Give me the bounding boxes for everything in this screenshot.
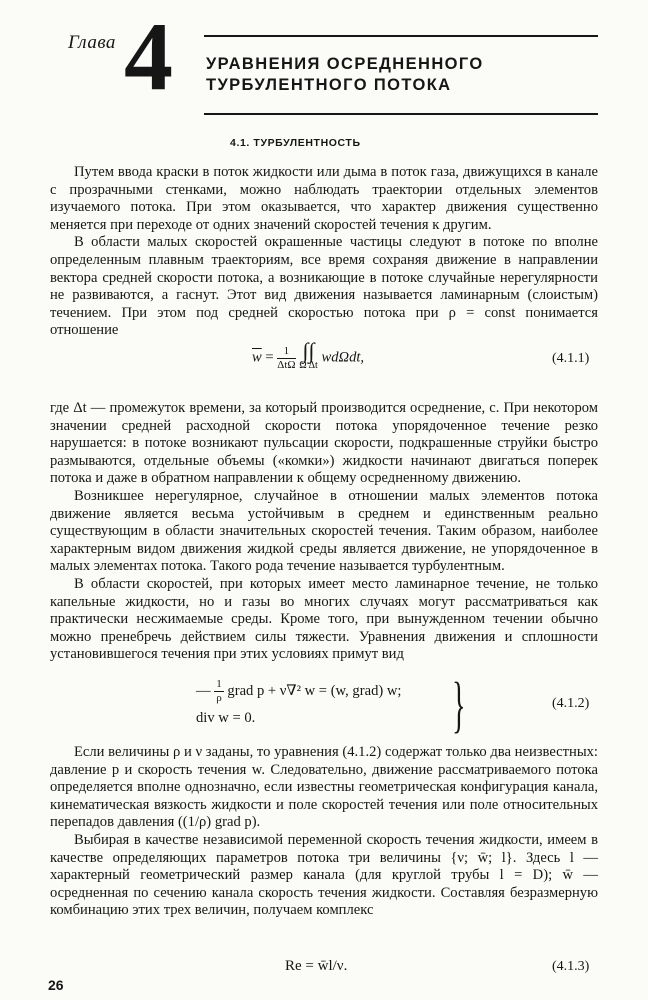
equation-4-1-3: Re = w̄l/ν. — [285, 958, 348, 974]
text-block-2 — [50, 400, 598, 664]
equation-4-1-1: $\overline{w}$ = $\frac{1}{\text{ΔtΩ}}$ ∫∫ Ω Δt wdΩdt, — [252, 338, 365, 371]
title-rule-top — [204, 35, 598, 37]
eq1-numerator: 1 — [277, 345, 295, 359]
paragraph-4: Возникшее нерегулярное, случайное в отношении малых элементов потока движение является весьма устойчивым в среднем и единственным реально существующим в области значительных скоростей течения. Таким образом, наиболее характерным видом движения жидкой среды является движение, не упорядоченное в малых элементах потока. Такого рода течение называется турбулентным. — [50, 487, 598, 575]
equation-number-4-1-3: (4.1.3) — [552, 959, 590, 974]
chapter-number: 4 — [124, 3, 173, 111]
paragraph-5: В области скоростей, при которых имеет место ламинарное течение, не только капельные жидкости, но и газы во многих случаях могут рассматриваться как практически несжимаемые среды. Кроме того, при вынужденном течении обычно можно пренебречь действием силы тяжести. Уравнения движения и сплошности установившегося течения при этих условиях примут вид — [50, 575, 598, 663]
eq2-line-1 — [196, 678, 401, 705]
eq1-body: wdΩdt, — [321, 349, 365, 366]
paragraph-6: Если величины ρ и ν заданы, то уравнения (4.1.2) содержат только два неизвестных: давление p и скорость течения w. Следовательно, движение рассматриваемого потока определяется вполне однозначно, если известны геометрическая конфигурация канала, кинематическая вязкость жидкости и поле скоростей течения или поле относительных перепадов давления ((1/ρ) grad p). — [50, 744, 598, 831]
eq2-denominator: ρ — [216, 692, 222, 705]
eq2-numerator: 1 — [216, 678, 222, 691]
eq1-integral-group — [299, 338, 318, 373]
eq2-minus: — — [196, 683, 211, 699]
eq2-brace: } — [452, 671, 466, 739]
equation-number-4-1-2: (4.1.2) — [552, 696, 590, 711]
eq2-line-2: div w = 0. — [196, 710, 256, 727]
eq1-denominator: ΔtΩ — [277, 358, 296, 371]
text-block-3 — [50, 744, 598, 920]
section-heading: 4.1. ТУРБУЛЕНТНОСТЬ — [230, 137, 361, 149]
eq2-line-1-body: grad p + ν∇² w = (w, grad) w; — [227, 683, 402, 699]
paragraph-3: где Δt — промежуток времени, за который производится осреднение, с. При некотором значении средней расходной скорости потока упорядоченное течение резко нарушается: в потоке возникают пульсации скорости, подкрашенные струйки быстро размываются, отдельные объемы («комки») жидкости начинают двигаться поперек потока и даже в обратном направлении к общему осредненному движению. — [50, 400, 598, 487]
eq1-fraction — [277, 345, 295, 372]
paragraph-1: Путем ввода краски в поток жидкости или дыма в поток газа, движущихся в канале с прозрачными стенками, можно наблюдать траектории отдельных элементов изучаемого потока. При этом оказывается, что характер движения существенно меняется при переходе от одних значений скоростей течения к другим. — [50, 164, 598, 233]
title-rule-bottom — [204, 113, 598, 115]
chapter-title — [206, 54, 596, 96]
eq1-integral: ∫∫ — [302, 338, 315, 363]
chapter-title-line-2: ТУРБУЛЕНТНОГО ПОТОКА — [206, 76, 452, 94]
paragraph-2: В области малых скоростей окрашенные частицы следуют в потоке по вполне определенным плавным траекториям, все время сохраняя движение в направлении вектора средней скорости потока, а возникающие в потоке случайные нерегулярности не развиваются, а гаснут. Этот вид движения называется ламинарным (слоистым) течением. При этом под средней скоростью потока при ρ = const понимается отношение — [50, 234, 598, 339]
chapter-label: Глава — [68, 32, 116, 53]
equation-4-1-2 — [196, 678, 401, 731]
paragraph-7: Выбирая в качестве независимой переменной скорость течения жидкости, имеем в качестве определяющих параметров потока три величины {ν; w̄; l}. Здесь l — характерный геометрический размер канала (для круглой трубы l = D); w̄ — осредненная по сечению канала скорость течения жидкости. Составляя безразмерную комбинацию этих трех величин, получаем комплекс — [50, 831, 598, 919]
equation-number-4-1-1: (4.1.1) — [552, 351, 590, 366]
eq1-limits: Ω Δt — [299, 360, 318, 371]
eq1-lhs: $\overline{w}$ — [252, 349, 262, 366]
text-block-1 — [50, 164, 598, 340]
chapter-title-line-1: УРАВНЕНИЯ ОСРЕДНЕННОГО — [206, 55, 484, 73]
page-number: 26 — [48, 977, 64, 993]
eq2-fraction — [214, 678, 224, 705]
